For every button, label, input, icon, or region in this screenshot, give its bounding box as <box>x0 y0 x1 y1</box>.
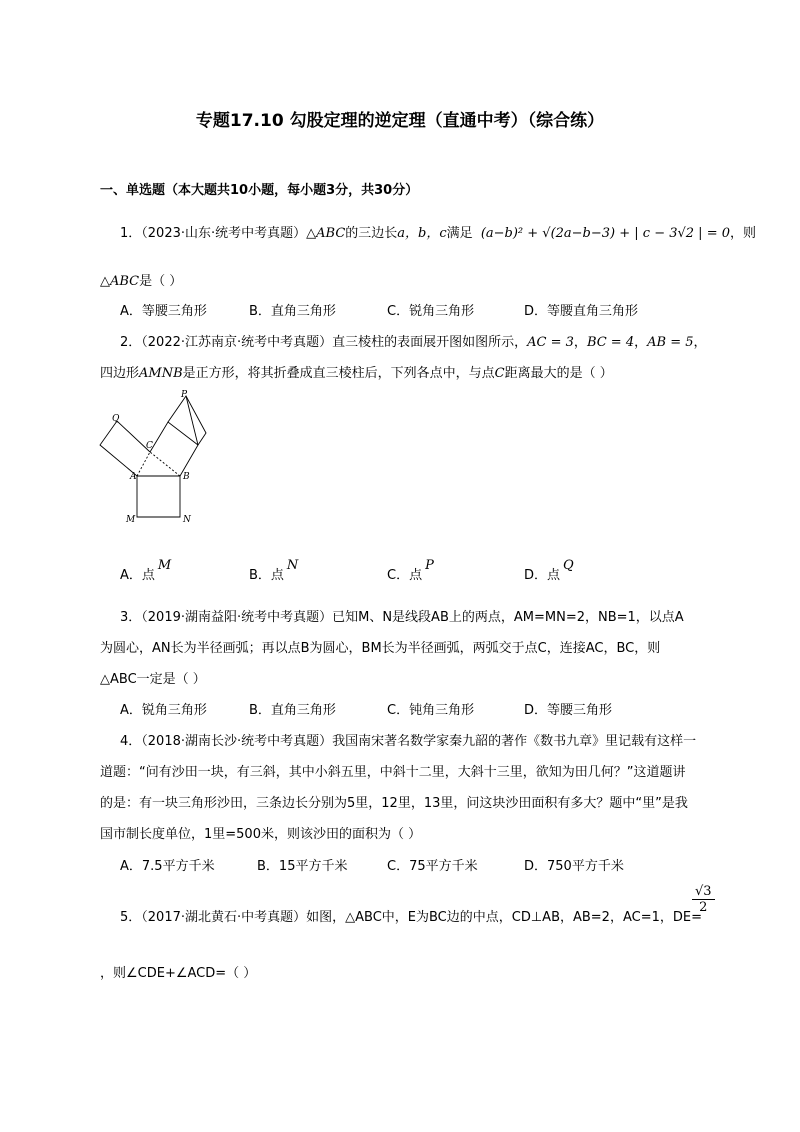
question-2-line-2 <box>100 362 613 381</box>
q2-quad: AMNB <box>139 366 183 381</box>
label-m: M <box>126 515 136 525</box>
q2-option-a-label: A．点 <box>120 568 155 583</box>
label-p: P <box>181 390 188 400</box>
question-4-line-2: 道题：“问有沙田一块，有三斜，其中小斜五里，中斜十二里，大斜十三里，欲知为田几何？”这道题讲 <box>100 765 686 780</box>
label-c: C <box>146 441 153 451</box>
q4-option-b[interactable]: B．15平方千米 <box>257 859 348 874</box>
question-3-line-2: 为圆心，AN长为半径画弧；再以点B为圆心，BM长为半径画弧，两弧交于点C，连接AC，BC，则 <box>100 641 661 656</box>
q2-option-d[interactable] <box>524 558 574 583</box>
q1-formula: (a−b)² + √(2a−b−3) + | c − 3√2 | = 0 <box>480 226 730 241</box>
question-5-line-1 <box>120 906 702 925</box>
square-on-bc <box>150 422 198 476</box>
square-amnb <box>137 476 180 517</box>
page-title: 专题17.10 勾股定理的逆定理（直通中考）（综合练） <box>195 111 605 131</box>
q1-triangle-2: △ABC <box>100 274 140 289</box>
q2-option-b-label: B．点 <box>249 568 284 583</box>
question-3-line-3: △ABC一定是（ ） <box>100 672 206 687</box>
section-heading: 一、单选题（本大题共10小题，每小题3分，共30分） <box>100 183 419 198</box>
q5-text: 5．（2017·湖北黄石·中考真题）如图，△ABC中，E为BC边的中点，CD⊥AB，AB=2，AC=1，DE= <box>120 910 702 925</box>
q3-option-b[interactable]: B．直角三角形 <box>249 703 336 718</box>
label-a: A <box>130 472 137 482</box>
question-4-line-3: 的是：有一块三角形沙田，三条边长分别为5里，12里，13里，问这块沙田面积有多大？题中“里”是我 <box>100 796 688 811</box>
label-b: B <box>183 472 190 482</box>
question-4-line-1: 4．（2018·湖南长沙·统考中考真题）我国南宋著名数学家秦九韶的著作《数书九章》里记载有这样一 <box>120 734 697 749</box>
rect-on-ac <box>100 421 150 476</box>
q3-option-d[interactable]: D．等腰三角形 <box>524 703 613 718</box>
q1-option-c[interactable]: C．锐角三角形 <box>387 304 475 319</box>
question-5-line-2: ，则∠CDE+∠ACD=（ ） <box>100 966 257 981</box>
q1-text-d: 是（ ） <box>139 274 183 289</box>
q2-option-d-label: D．点 <box>524 568 561 583</box>
q1-number: 1． <box>120 226 142 241</box>
q1-triangle: △ABC <box>306 226 346 241</box>
q2-eq2: BC = 4 <box>586 335 635 350</box>
q5-fraction-denominator: 2 <box>699 900 708 915</box>
q2-line2c: 距离最大的是（ ） <box>504 366 613 381</box>
q2-option-c[interactable] <box>387 558 434 583</box>
prism-net-figure <box>95 385 225 530</box>
question-2-line-1: 2．（2022·江苏南京·统考中考真题）直三棱柱的表面展开图如图所示，AC = 3，BC = 4，AB = 5， <box>120 335 707 350</box>
q2-line2b: 是正方形，将其折叠成直三棱柱后，下列各点中，与点 <box>182 366 495 381</box>
question-4-line-4: 国市制长度单位，1里=500米，则该沙田的面积为（ ） <box>100 827 422 842</box>
q2-option-a-point: M <box>157 558 172 573</box>
q1-option-b[interactable]: B．直角三角形 <box>249 304 336 319</box>
q1-text-c: ，则 <box>730 226 757 241</box>
question-1-line-2 <box>100 270 182 289</box>
q5-fraction-numerator: √3 <box>692 884 715 900</box>
question-3-line-1: 3．（2019·湖南益阳·统考中考真题）已知M、N是线段AB上的两点，AM=MN=2，NB=1，以点A <box>120 610 684 625</box>
q5-fraction <box>692 884 715 915</box>
q2-option-c-point: P <box>425 558 434 573</box>
q1-option-a[interactable]: A．等腰三角形 <box>120 304 207 319</box>
q2-option-b[interactable] <box>249 558 299 583</box>
q4-option-c[interactable]: C．75平方千米 <box>387 859 478 874</box>
label-n: N <box>183 515 191 525</box>
segment-ac <box>137 452 150 476</box>
segment-bc <box>150 452 180 476</box>
q3-option-c[interactable]: C．钝角三角形 <box>387 703 475 718</box>
q2-line2a: 四边形 <box>100 366 140 381</box>
q2-point: C <box>494 366 505 381</box>
q1-source: （2023·山东·统考中考真题） <box>141 226 307 241</box>
q2-source: （2022·江苏南京·统考中考真题） <box>141 335 333 350</box>
q2-number: 2． <box>120 335 142 350</box>
question-1-line-1 <box>120 222 756 241</box>
q4-option-a[interactable]: A．7.5平方千米 <box>120 859 215 874</box>
q1-option-d[interactable]: D．等腰直角三角形 <box>524 304 639 319</box>
q2-eq3: AB = 5 <box>647 335 694 350</box>
q1-text-a: 的三边长 <box>345 226 398 241</box>
q2-option-c-label: C．点 <box>387 568 423 583</box>
q4-option-d[interactable]: D．750平方千米 <box>524 859 624 874</box>
triangle-to-p <box>168 396 206 445</box>
q2-line1: 直三棱柱的表面展开图如图所示， <box>332 335 528 350</box>
q2-option-d-point: Q <box>563 558 574 573</box>
label-q: Q <box>112 414 120 424</box>
q2-option-b-point: N <box>286 558 299 573</box>
q2-option-a[interactable] <box>120 558 172 583</box>
q2-eq1: AC = 3 <box>527 335 574 350</box>
q1-vars: a，b，c <box>397 226 447 241</box>
q3-option-a[interactable]: A．锐角三角形 <box>120 703 207 718</box>
q1-text-b: 满足 <box>446 226 473 241</box>
